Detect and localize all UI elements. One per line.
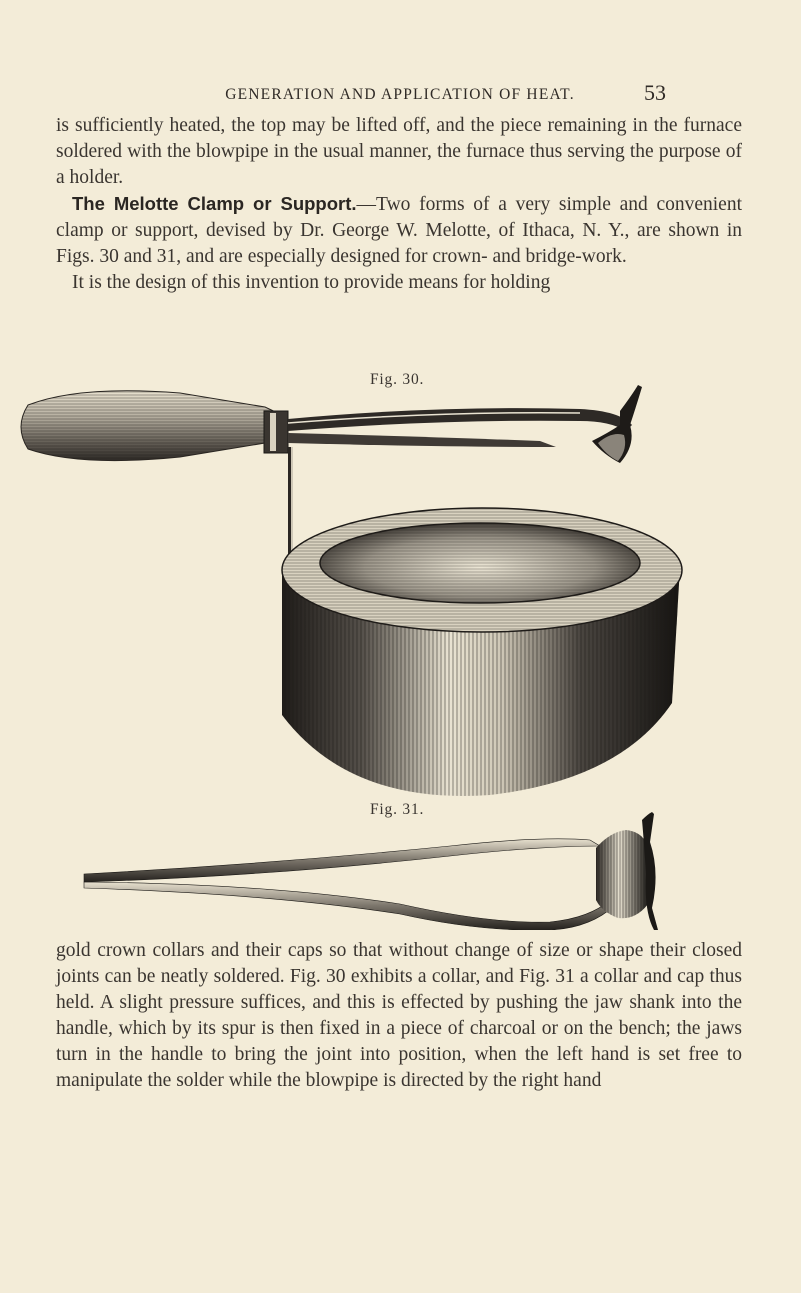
section-heading: The Melotte Clamp or Support. xyxy=(72,193,357,214)
page-number: 53 xyxy=(644,80,666,105)
fig-31-caption: Fig. 31. xyxy=(370,801,425,818)
fig-30-clamp-with-collar-illustration xyxy=(20,385,710,800)
paragraph-3: It is the design of this invention to provide means for holding xyxy=(72,272,551,293)
paragraph-4: gold crown collars and their caps so that without change of size or shape their closed joints can be neatly soldered. Fig. 30 exhibits a collar, and Fig. 31 a collar and cap thus held. A slight pressure suffices, and this is effected by pushing the jaw shank into the handle, which by its spur is then fixed in a piece of charcoal or on the bench; the jaws turn in the handle to bring the joint into position, when the left hand is set free to manipulate the solder while the blowpipe is directed by the right hand xyxy=(56,940,742,1091)
paragraph-2 xyxy=(56,191,742,270)
running-head: GENERATION AND APPLICATION OF HEAT. xyxy=(225,86,575,103)
body-text-top xyxy=(56,113,742,296)
paragraph-1: is sufficiently heated, the top may be lifted off, and the piece remaining in the furnace soldered with the blowpipe in the usual manner, the furnace thus serving the purpose of a holder. xyxy=(56,115,742,188)
body-text-bottom xyxy=(56,938,742,1094)
fig-30-caption: Fig. 30. xyxy=(370,371,425,388)
fig-31-clamp-with-cap-illustration xyxy=(70,812,670,930)
paragraph-2-text: —Two forms of a very simple and convenient clamp or support, devised by Dr. George W. Melotte, of Ithaca, N. Y., are shown in Figs. 30 and 31, and are especially designed for crown- and bridge-work. xyxy=(56,194,742,267)
